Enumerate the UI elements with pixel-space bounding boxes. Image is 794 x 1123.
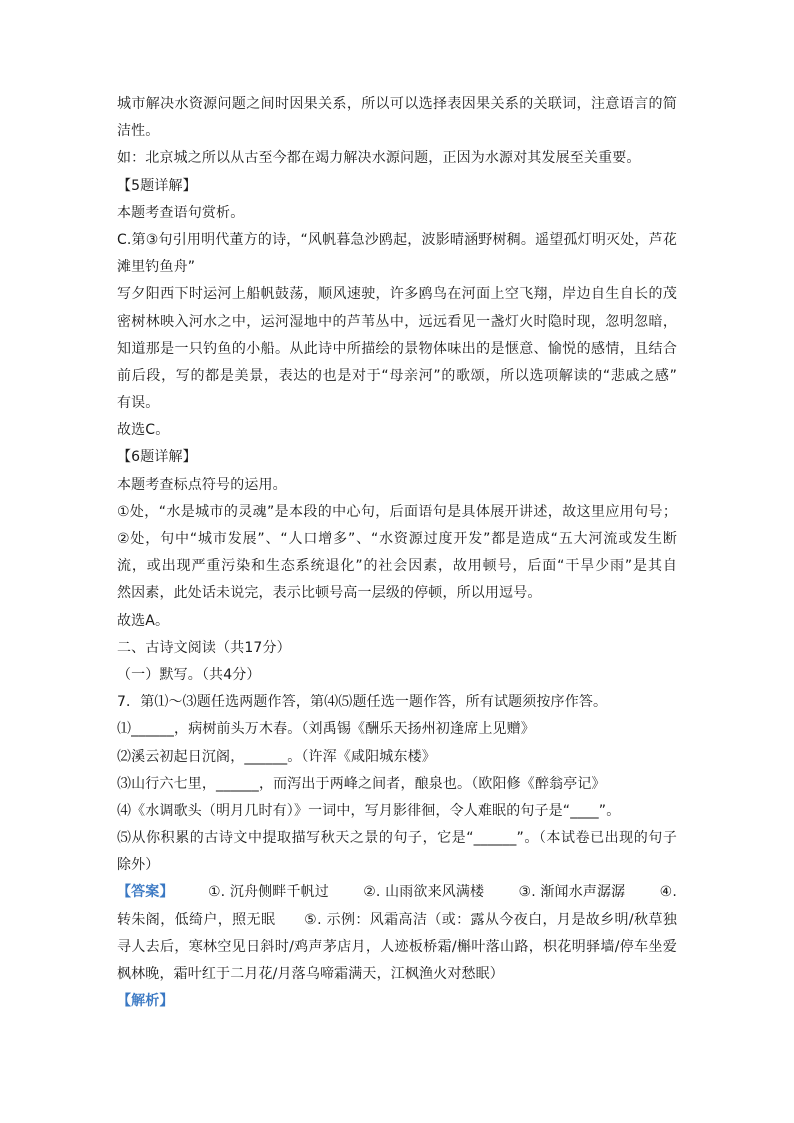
text-line: 前后段，写的都是美景，表达的也是对于“母亲河”的歌颂，所以选项解读的“悲戚之感”	[117, 367, 677, 384]
text-line: 故选A。	[117, 612, 170, 629]
text-line: 有误。	[117, 395, 160, 412]
answer-item: ①. 沉舟侧畔千帆过	[207, 884, 329, 901]
section-heading: 【6题详解】	[117, 449, 197, 466]
question-line: ⑶山行六七里，______，而泻出于两峰之间者，酿泉也。（欧阳修《醉翁亭记》	[117, 775, 606, 792]
text-line: 写夕阳西下时运河上船帆鼓荡，顺风速驶，许多鸥鸟在河面上空飞翔，岸边自生自长的茂	[117, 286, 677, 303]
text-line: ①处，“水是城市的灵魂”是本段的中心句，后面语句是具体展开讲述，故这里应用句号；	[117, 503, 677, 520]
answer-line: 转朱阁，低绮户，照无眠 ⑤. 示例：风霜高洁（或：露从今夜白，月是故乡明/秋草独	[117, 911, 677, 928]
question-line: 7．第⑴～⑶题任选两题作答，第⑷⑸题任选一题作答，所有试题须按序作答。	[117, 694, 608, 711]
answer-line: 枫林晚，霜叶红于二月花/月落乌啼霜满天，江枫渔火对愁眠）	[117, 966, 504, 982]
answer-line	[117, 879, 677, 906]
document-body	[117, 91, 677, 1015]
text-line: 本题考查标点符号的运用。	[117, 476, 287, 493]
question-line: 除外）	[117, 857, 160, 874]
text-line: 滩里钓鱼舟”	[117, 259, 196, 276]
text-line: 城市解决水资源问题之间时因果关系，所以可以选择表因果关系的关联词，注意语言的简	[117, 96, 677, 112]
text-line: 洁性。	[117, 123, 160, 140]
text-line: ②处，句中“城市发展”、“人口增多”、“水资源过度开发”都是造成“五大河流或发生断	[117, 531, 677, 547]
section-heading: 【5题详解】	[117, 177, 197, 194]
answer-label: 【答案】	[117, 884, 174, 901]
text-line: C.第③句引用明代董方的诗，“风帆暮急沙鸥起，波影晴涵野树稠。遥望孤灯明灭处，芦花	[117, 231, 677, 248]
subsection-heading: （一）默写。（共4分）	[117, 666, 261, 683]
analysis-label: 【解析】	[117, 993, 174, 1010]
text-line: 本题考查语句赏析。	[117, 204, 245, 221]
question-line: ⑵溪云初起日沉阁，______。（许浑《咸阳城东楼》	[117, 748, 436, 765]
question-line: ⑸从你积累的古诗文中提取描写秋天之景的句子，它是“______”。（本试卷已出现的句子	[117, 830, 677, 847]
text-line: 密树林映入河水之中，运河湿地中的芦苇丛中，远远看见一盏灯火时隐时现，忽明忽暗，	[117, 313, 677, 330]
answer-line: 寻人去后，寒林空见日斜时/鸡声茅店月，人迹板桥霜/槲叶落山路，枳花明驿墙/停车坐爱	[117, 938, 677, 955]
text-line: 故选C。	[117, 422, 170, 439]
answer-item: ②. 山雨欲来风满楼	[363, 884, 485, 901]
question-line: ⑴______，病树前头万木春。（刘禹锡《酬乐天扬州初逢席上见赠》	[117, 721, 535, 738]
text-line: 知道那是一只钓鱼的小船。从此诗中所描绘的景物体味出的是惬意、愉悦的感情，且结合	[117, 340, 677, 357]
text-line: 然因素，此处话未说完，表示比顿号高一层级的停顿，所以用逗号。	[117, 585, 542, 602]
section-heading: 二、古诗文阅读（共17分）	[117, 639, 291, 656]
answer-item: ④.	[659, 884, 677, 901]
answer-item: ③. 渐闻水声潺潺	[518, 884, 626, 901]
text-line: 如：北京城之所以从古至今都在竭力解决水源问题，正因为水源对其发展至关重要。	[117, 150, 641, 167]
question-line: ⑷《水调歌头（明月几时有）》一词中，写月影徘徊，令人难眠的句子是“____”。	[117, 802, 621, 819]
text-line: 流，或出现严重污染和生态系统退化”的社会因素，故用顿号，后面“干旱少雨”是其自	[117, 558, 677, 575]
